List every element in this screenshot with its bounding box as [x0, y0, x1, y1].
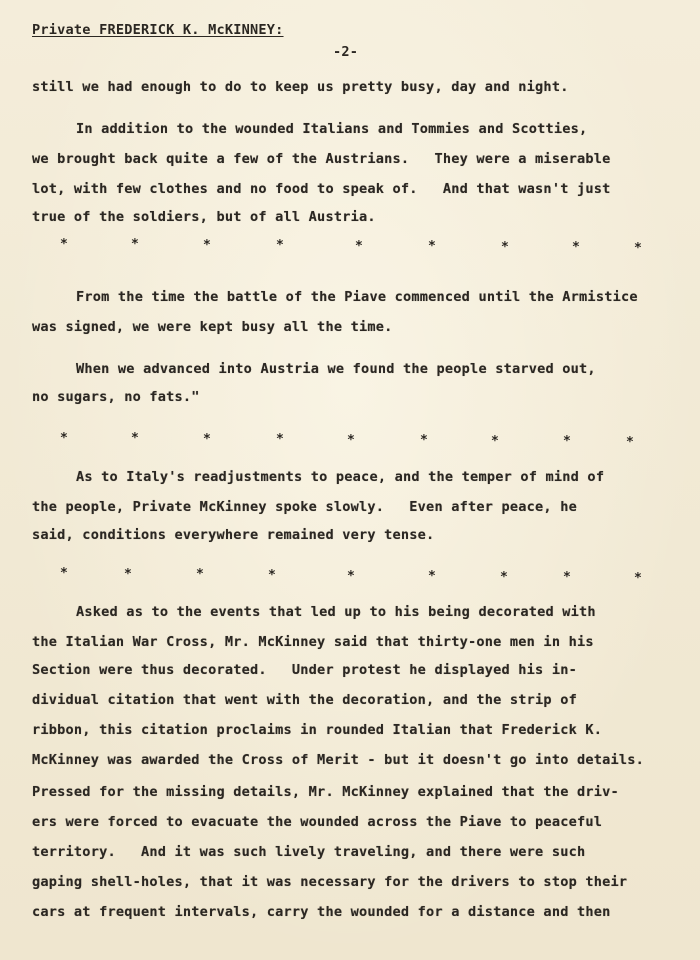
asterisk: *	[501, 240, 510, 255]
text-line: was signed, we were kept busy all the time.	[32, 319, 393, 335]
asterisk: *	[634, 571, 643, 586]
text-line: cars at frequent intervals, carry the wounded for a distance and then	[32, 904, 611, 920]
asterisk: *	[500, 570, 509, 585]
asterisk: *	[634, 241, 643, 256]
text-line: As to Italy's readjustments to peace, and the temper of mind of	[76, 469, 605, 485]
text-line: Pressed for the missing details, Mr. McKinney explained that the driv-	[32, 784, 619, 800]
asterisk: *	[347, 569, 356, 584]
asterisk: *	[626, 435, 635, 450]
asterisk: *	[60, 566, 69, 581]
asterisk: *	[268, 568, 277, 583]
text-line: In addition to the wounded Italians and Tommies and Scotties,	[76, 121, 588, 137]
asterisk: *	[60, 237, 69, 252]
text-line: ribbon, this citation proclaims in rounded Italian that Frederick K.	[32, 722, 603, 738]
asterisk: *	[572, 240, 581, 255]
page-header-name: Private FREDERICK K. McKINNEY:	[32, 22, 284, 38]
text-line: Asked as to the events that led up to his being decorated with	[76, 604, 596, 620]
asterisk: *	[563, 434, 572, 449]
asterisk: *	[124, 567, 133, 582]
asterisk: *	[131, 431, 140, 446]
text-line: still we had enough to do to keep us pretty busy, day and night.	[32, 79, 569, 95]
asterisk: *	[420, 433, 429, 448]
text-line: McKinney was awarded the Cross of Merit - but it doesn't go into details.	[32, 752, 645, 768]
asterisk: *	[60, 431, 69, 446]
asterisk: *	[203, 432, 212, 447]
text-line: no sugars, no fats."	[32, 389, 200, 405]
text-line: true of the soldiers, but of all Austria.	[32, 209, 376, 225]
text-line: lot, with few clothes and no food to speak of. And that wasn't just	[32, 181, 611, 197]
asterisk: *	[196, 567, 205, 582]
text-line: the people, Private McKinney spoke slowly. Even after peace, he	[32, 499, 577, 515]
text-line: From the time the battle of the Piave commenced until the Armistice	[76, 289, 638, 305]
asterisk: *	[276, 432, 285, 447]
asterisk: *	[276, 238, 285, 253]
text-line: territory. And it was such lively traveling, and there were such	[32, 844, 586, 860]
text-line: said, conditions everywhere remained very tense.	[32, 527, 435, 543]
asterisk: *	[203, 238, 212, 253]
asterisk: *	[428, 569, 437, 584]
text-line: dividual citation that went with the decoration, and the strip of	[32, 692, 577, 708]
asterisk: *	[347, 433, 356, 448]
asterisk: *	[355, 239, 364, 254]
asterisk: *	[491, 434, 500, 449]
asterisk: *	[563, 570, 572, 585]
asterisk: *	[131, 237, 140, 252]
page-number: -2-	[333, 44, 359, 60]
text-line: gaping shell-holes, that it was necessary for the drivers to stop their	[32, 874, 628, 890]
text-line: we brought back quite a few of the Austrians. They were a miserable	[32, 151, 611, 167]
text-line: ers were forced to evacuate the wounded across the Piave to peaceful	[32, 814, 603, 830]
asterisk: *	[428, 239, 437, 254]
text-line: When we advanced into Austria we found the people starved out,	[76, 361, 596, 377]
text-line: the Italian War Cross, Mr. McKinney said that thirty-one men in his	[32, 634, 594, 650]
text-line: Section were thus decorated. Under protest he displayed his in-	[32, 662, 577, 678]
